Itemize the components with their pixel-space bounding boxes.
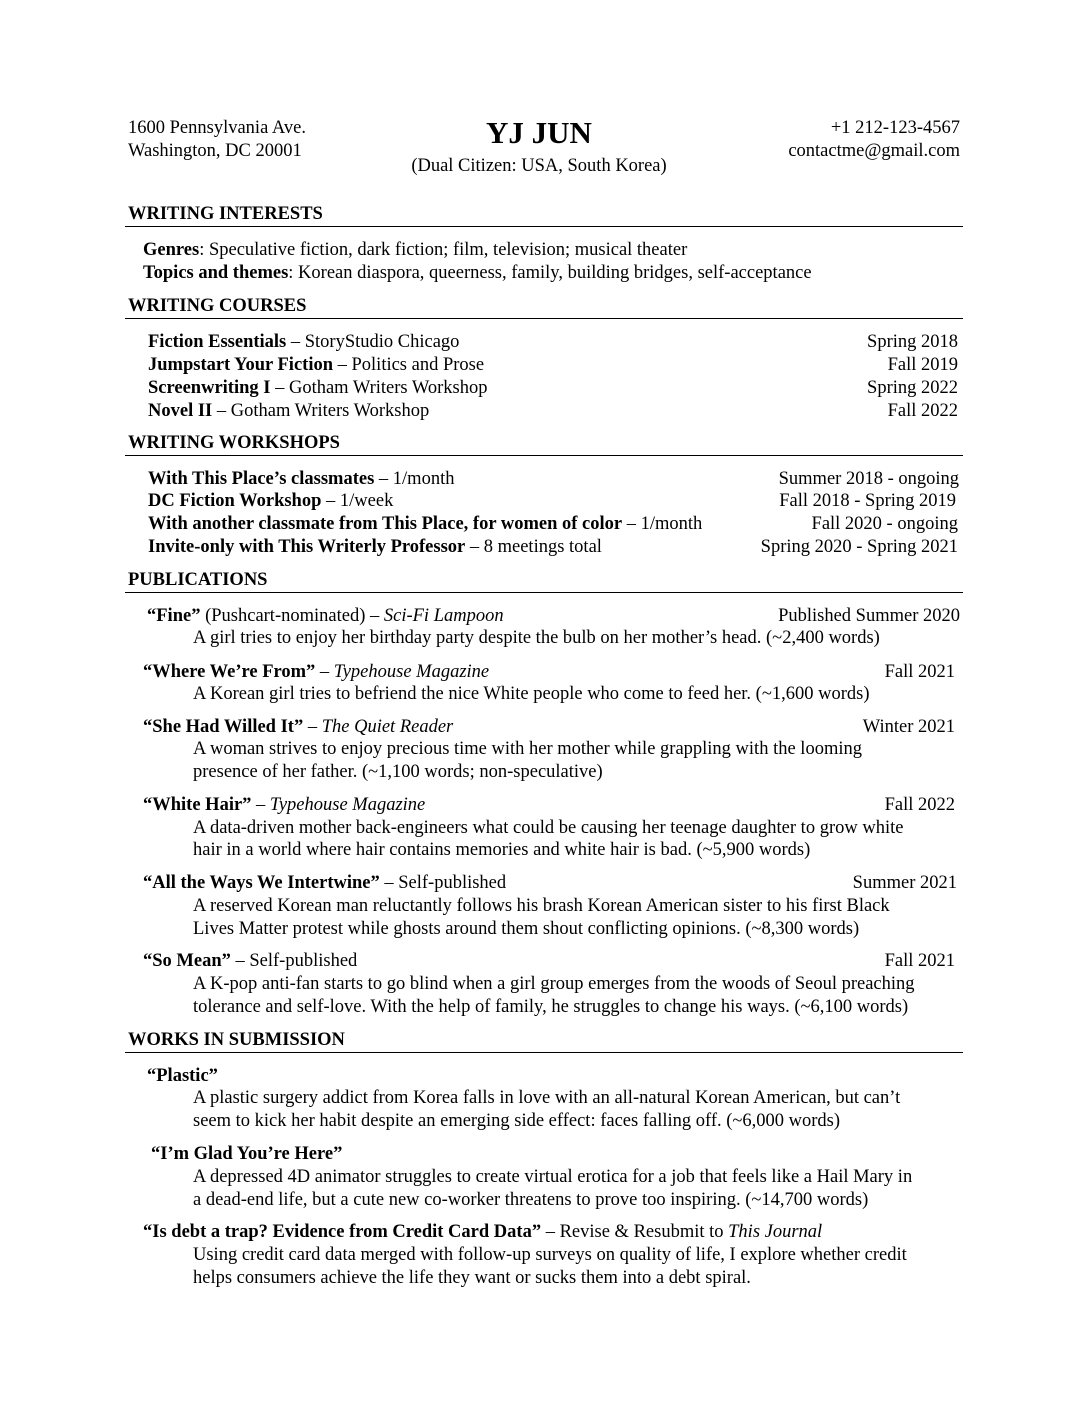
- submission-description: Using credit card data merged with follow-up surveys on quality of life, I explore whether credit: [193, 1245, 907, 1265]
- publication-note: (Pushcart-nominated) –: [200, 606, 384, 626]
- submission-title: “Is debt a trap? Evidence from Credit Card Data”: [143, 1222, 542, 1242]
- publication-title: “White Hair”: [143, 795, 252, 815]
- list-item: [148, 331, 459, 354]
- workshop-date: Summer 2018 - ongoing: [778, 469, 959, 489]
- section-divider: [125, 455, 963, 456]
- topics-label: Topics and themes: [143, 263, 289, 283]
- submission-description: A plastic surgery addict from Korea falls in love with an all-natural Korean American, but can’t: [193, 1088, 901, 1108]
- publication-title: “So Mean”: [143, 951, 231, 971]
- publication-venue: Typehouse Magazine: [269, 795, 426, 815]
- publication-description: A data-driven mother back-engineers what could be causing her teenage daughter to grow white: [193, 818, 904, 838]
- section-divider: [125, 318, 963, 319]
- workshop-frequency: – 1/month: [374, 469, 455, 489]
- submission-title-line: [151, 1143, 342, 1166]
- publication-venue: Typehouse Magazine: [333, 662, 490, 682]
- publication-description: presence of her father. (~1,100 words; non-speculative): [193, 762, 603, 782]
- publication-description: A reserved Korean man reluctantly follows his brash Korean American sister to his first Black: [193, 896, 890, 916]
- topics-text: : Korean diaspora, queerness, family, building bridges, self-acceptance: [288, 263, 812, 283]
- workshop-frequency: – 1/week: [321, 491, 394, 511]
- publication-description: Lives Matter protest while ghosts around them shout conflicting opinions. (~8,300 words): [193, 919, 860, 939]
- submission-status: – Revise & Resubmit to: [541, 1222, 729, 1242]
- publication-title-line: [143, 794, 425, 817]
- section-heading-writing-courses: WRITING COURSES: [128, 296, 307, 316]
- workshop-date: Fall 2020 - ongoing: [811, 514, 958, 534]
- publication-description: A woman strives to enjoy precious time with her mother while grappling with the looming: [193, 739, 862, 759]
- publication-date: Fall 2021: [884, 662, 955, 682]
- publication-date: Fall 2021: [884, 951, 955, 971]
- submission-description: a dead-end life, but a cute new co-worker threatens to prove too inspiring. (~14,700 words): [193, 1190, 869, 1210]
- publication-note: –: [315, 662, 334, 682]
- section-divider: [125, 592, 963, 593]
- course-date: Fall 2022: [887, 401, 958, 421]
- publication-title: “She Had Willed It”: [143, 717, 304, 737]
- workshop-title: With another classmate from This Place, for women of color: [148, 514, 623, 534]
- publication-date: Fall 2022: [884, 795, 955, 815]
- workshop-title: With This Place’s classmates: [148, 469, 375, 489]
- section-heading-works-in-submission: WORKS IN SUBMISSION: [128, 1030, 345, 1050]
- section-divider: [125, 1052, 963, 1053]
- submission-description: A depressed 4D animator struggles to create virtual erotica for a job that feels like a Hail Mary in: [193, 1167, 913, 1187]
- topics-line: [143, 262, 812, 285]
- list-item: [148, 400, 429, 423]
- course-date: Spring 2022: [867, 378, 958, 398]
- publication-date: Winter 2021: [862, 717, 955, 737]
- publication-description: A girl tries to enjoy her birthday party despite the bulb on her mother’s head. (~2,400 words): [193, 628, 880, 648]
- workshop-title: DC Fiction Workshop: [148, 491, 322, 511]
- phone: +1 212-123-4567: [830, 118, 960, 138]
- publication-title-line: [143, 872, 506, 895]
- publication-description: hair in a world where hair contains memories and white hair is bad. (~5,900 words): [193, 840, 811, 860]
- section-heading-writing-interests: WRITING INTERESTS: [128, 204, 323, 224]
- address-line-1: 1600 Pennsylvania Ave.: [128, 118, 306, 138]
- genres-line: [143, 239, 687, 262]
- publication-title-line: [143, 950, 357, 973]
- submission-title-line: [143, 1221, 822, 1244]
- course-provider: – Politics and Prose: [333, 355, 485, 375]
- publication-description: tolerance and self-love. With the help of family, he struggles to change his ways. (~6,100 words): [193, 997, 909, 1017]
- publication-venue: Sci-Fi Lampoon: [383, 606, 504, 626]
- workshop-frequency: – 8 meetings total: [465, 537, 602, 557]
- course-provider: – Gotham Writers Workshop: [212, 401, 430, 421]
- course-title: Fiction Essentials: [148, 332, 287, 352]
- address-line-2: Washington, DC 20001: [128, 141, 302, 161]
- publication-title: “Fine”: [147, 606, 201, 626]
- list-item: [148, 490, 393, 513]
- workshop-frequency: – 1/month: [622, 514, 703, 534]
- genres-label: Genres: [143, 240, 200, 260]
- submission-description: helps consumers achieve the life they want or sucks them into a debt spiral.: [193, 1268, 751, 1288]
- publication-note: – Self-published: [379, 873, 507, 893]
- course-date: Spring 2018: [867, 332, 958, 352]
- publication-note: – Self-published: [230, 951, 358, 971]
- section-divider: [125, 226, 963, 227]
- submission-title-line: [147, 1065, 218, 1088]
- course-provider: – Gotham Writers Workshop: [270, 378, 488, 398]
- list-item: [148, 354, 484, 377]
- submission-venue: This Journal: [728, 1222, 823, 1242]
- list-item: [148, 377, 487, 400]
- publication-description: A Korean girl tries to befriend the nice White people who come to feed her. (~1,600 words): [193, 684, 870, 704]
- submission-description: seem to kick her habit despite an emerging side effect: faces falling off. (~6,000 words): [193, 1111, 841, 1131]
- publication-date: Published Summer 2020: [778, 606, 960, 626]
- publication-note: –: [303, 717, 322, 737]
- publication-title: “Where We’re From”: [143, 662, 316, 682]
- workshop-date: Spring 2020 - Spring 2021: [760, 537, 958, 557]
- course-title: Screenwriting I: [148, 378, 271, 398]
- citizenship: (Dual Citizen: USA, South Korea): [411, 156, 667, 176]
- list-item: [148, 513, 702, 536]
- course-date: Fall 2019: [887, 355, 958, 375]
- publication-description: A K-pop anti-fan starts to go blind when a girl group emerges from the woods of Seoul preaching: [193, 974, 915, 994]
- course-provider: – StoryStudio Chicago: [286, 332, 460, 352]
- page-title: YJ JUN: [486, 115, 592, 150]
- publication-note: –: [251, 795, 270, 815]
- list-item: [148, 536, 602, 559]
- course-title: Jumpstart Your Fiction: [148, 355, 333, 375]
- section-heading-publications: PUBLICATIONS: [128, 570, 268, 590]
- publication-title-line: [147, 605, 504, 628]
- list-item: [148, 468, 454, 491]
- publication-title-line: [143, 661, 489, 684]
- publication-title-line: [143, 716, 453, 739]
- submission-title: “Plastic”: [147, 1066, 218, 1086]
- section-heading-writing-workshops: WRITING WORKSHOPS: [128, 433, 340, 453]
- genres-text: : Speculative fiction, dark fiction; film, television; musical theater: [199, 240, 688, 260]
- publication-date: Summer 2021: [852, 873, 957, 893]
- submission-title: “I’m Glad You’re Here”: [151, 1144, 343, 1164]
- workshop-date: Fall 2018 - Spring 2019: [779, 491, 956, 511]
- email: contactme@gmail.com: [788, 141, 960, 161]
- workshop-title: Invite-only with This Writerly Professor: [148, 537, 466, 557]
- publication-title: “All the Ways We Intertwine”: [143, 873, 380, 893]
- course-title: Novel II: [148, 401, 213, 421]
- publication-venue: The Quiet Reader: [321, 717, 454, 737]
